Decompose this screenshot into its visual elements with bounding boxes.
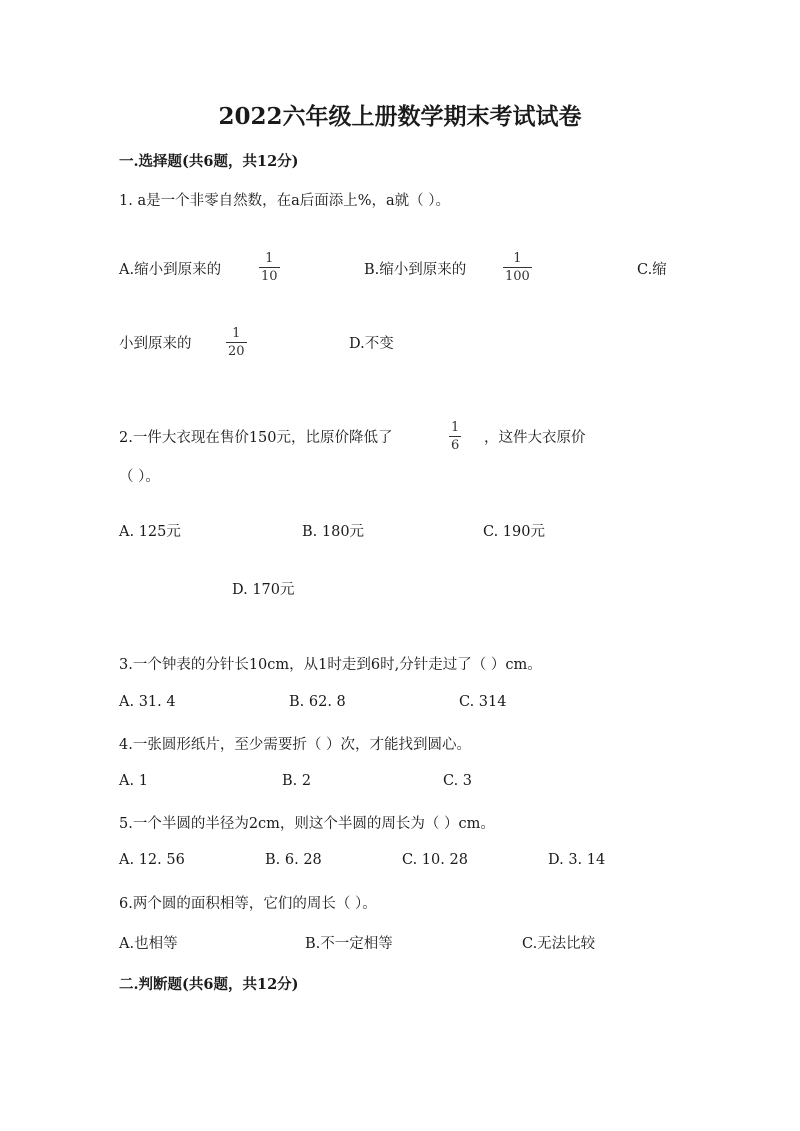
question-5-option-b: B. 6. 28	[265, 852, 322, 868]
question-6-stem: 6.两个圆的面积相等，它们的周长（ ）。	[119, 896, 377, 912]
question-2-option-d: D. 170元	[232, 582, 295, 598]
section-heading-judgement: 二.判断题(共6题，共12分)	[119, 976, 299, 993]
question-2-option-c: C. 190元	[483, 524, 545, 540]
question-6-option-b: B.不一定相等	[305, 936, 393, 952]
question-2-option-b: B. 180元	[302, 524, 365, 540]
question-3-stem: 3.一个钟表的分针长10cm，从1时走到6时,分针走过了（ ）cm。	[119, 657, 542, 673]
fraction-numerator: 1	[451, 420, 460, 435]
question-1-option-b: B.缩小到原来的	[364, 262, 467, 278]
question-1-option-c-part1: C.缩	[637, 262, 667, 278]
question-2-stem-part2: ，这件大衣原价	[484, 430, 586, 446]
question-5-option-a: A. 12. 56	[119, 852, 185, 868]
section-heading-choice: 一.选择题(共6题，共12分)	[119, 153, 299, 170]
question-5-option-d: D. 3. 14	[548, 852, 606, 868]
fraction-numerator: 1	[265, 251, 274, 266]
fraction-denominator: 10	[261, 269, 278, 284]
question-5-stem: 5.一个半圆的半径为2cm，则这个半圆的周长为（ ）cm。	[119, 816, 495, 832]
page-title: 2022六年级上册数学期末考试试卷	[218, 103, 582, 130]
question-3-option-c: C. 314	[459, 694, 507, 710]
question-6-option-c: C.无法比较	[522, 936, 596, 952]
question-3-option-a: A. 31. 4	[119, 694, 176, 710]
question-1-option-a-fraction	[259, 251, 280, 284]
question-2-stem-part3: （ ）。	[119, 469, 160, 485]
question-1-option-a: A.缩小到原来的	[119, 262, 222, 278]
question-3-option-b: B. 62. 8	[289, 694, 346, 710]
question-1-option-c-part2: 小到原来的	[119, 336, 192, 352]
question-1-option-c-fraction	[226, 326, 247, 359]
question-6-option-a: A.也相等	[119, 936, 178, 952]
fraction-denominator: 20	[228, 344, 245, 359]
fraction-denominator: 6	[451, 438, 460, 453]
question-1-option-b-fraction	[503, 251, 532, 284]
question-4-option-c: C. 3	[443, 773, 473, 789]
question-1-stem: 1. a是一个非零自然数，在a后面添上%，a就（ ）。	[119, 193, 451, 209]
question-2-option-a: A. 125元	[119, 524, 181, 540]
question-4-stem: 4.一张圆形纸片，至少需要折（ ）次，才能找到圆心。	[119, 737, 471, 753]
fraction-denominator: 100	[505, 269, 530, 284]
question-5-option-c: C. 10. 28	[402, 852, 468, 868]
fraction-numerator: 1	[232, 326, 241, 341]
question-1-option-d: D.不变	[349, 336, 394, 352]
fraction-numerator: 1	[513, 251, 522, 266]
question-4-option-a: A. 1	[119, 773, 148, 789]
question-2-fraction	[449, 420, 461, 453]
question-4-option-b: B. 2	[282, 773, 312, 789]
question-2-stem-part1: 2.一件大衣现在售价150元，比原价降低了	[119, 430, 393, 446]
